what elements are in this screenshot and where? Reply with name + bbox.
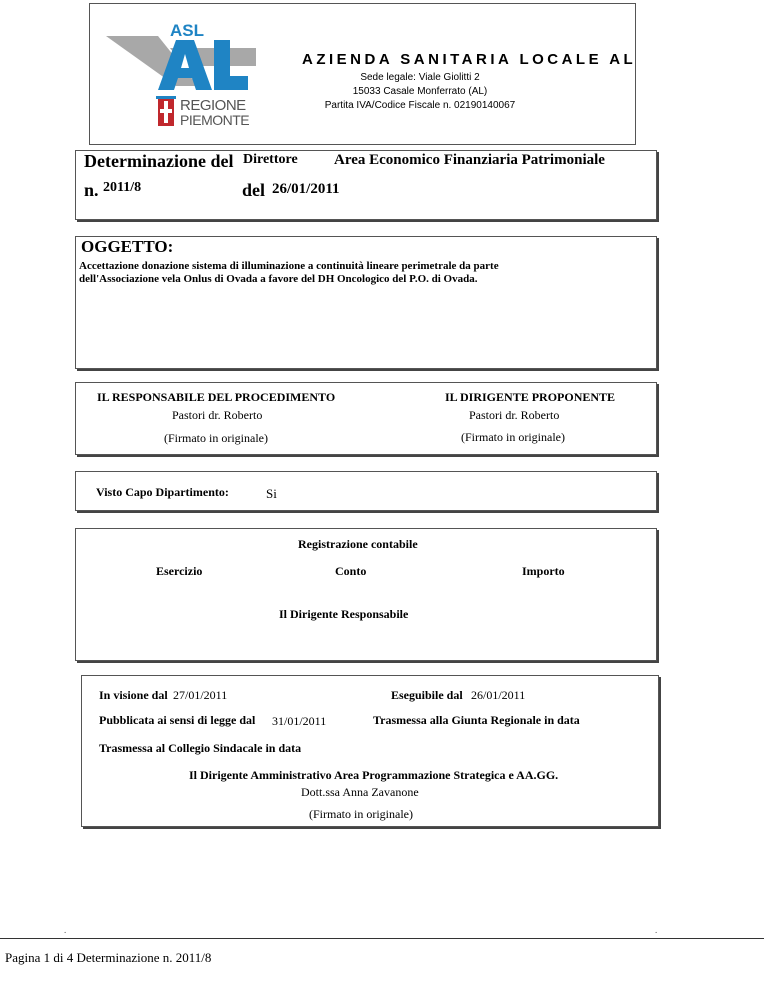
determination-date: 26/01/2011 bbox=[272, 181, 340, 197]
footer-rule bbox=[0, 938, 764, 939]
pubblicata-date: 31/01/2011 bbox=[272, 714, 327, 728]
responsabile-sign: (Firmato in originale) bbox=[164, 431, 268, 445]
determination-area: Area Economico Finanziaria Patrimoniale bbox=[334, 152, 605, 168]
org-name: AZIENDA SANITARIA LOCALE AL bbox=[302, 51, 637, 68]
responsabile-name: Pastori dr. Roberto bbox=[172, 408, 263, 422]
registrazione-box bbox=[75, 528, 657, 661]
responsabile-title: IL RESPONSABILE DEL PROCEDIMENTO bbox=[97, 390, 336, 404]
dirigente-proponente-name: Pastori dr. Roberto bbox=[469, 408, 560, 422]
dirigente-proponente-title: IL DIRIGENTE PROPONENTE bbox=[445, 390, 616, 404]
registrazione-title: Registrazione contabile bbox=[298, 537, 418, 551]
eseguibile-date: 26/01/2011 bbox=[471, 688, 526, 702]
logo-piemonte-text: PIEMONTE bbox=[180, 112, 250, 128]
in-visione-label: In visione dal bbox=[99, 688, 168, 702]
address-line-1: Sede legale: Viale Giolitti 2 bbox=[360, 72, 480, 83]
trasmessa-collegio: Trasmessa al Collegio Sindacale in data bbox=[99, 741, 302, 755]
oggetto-box bbox=[75, 236, 657, 369]
dirigente-responsabile: Il Dirigente Responsabile bbox=[279, 607, 409, 621]
dirigente-proponente-sign: (Firmato in originale) bbox=[461, 430, 565, 444]
col-importo: Importo bbox=[522, 564, 565, 578]
determination-number: 2011/8 bbox=[103, 180, 142, 195]
determination-box bbox=[75, 150, 657, 220]
dirigente-amm-name: Dott.ssa Anna Zavanone bbox=[301, 785, 419, 799]
number-label: n. bbox=[84, 180, 99, 200]
footer-mark-right: . bbox=[655, 925, 658, 935]
visione-box bbox=[81, 675, 659, 827]
oggetto-label: OGGETTO: bbox=[81, 237, 174, 256]
address-line-2: 15033 Casale Monferrato (AL) bbox=[352, 86, 488, 97]
in-visione-date: 27/01/2011 bbox=[173, 688, 228, 702]
eseguibile-label: Eseguibile dal bbox=[391, 688, 463, 702]
logo-regione-text: REGIONE bbox=[180, 97, 246, 114]
oggetto-text-line-2: dell'Associazione vela Onlus di Ovada a favore del DH Oncologico del P.O. di Ovada. bbox=[79, 273, 478, 285]
visto-value: Si bbox=[266, 486, 277, 501]
address-line-3: Partita IVA/Codice Fiscale n. 02190140067 bbox=[324, 100, 516, 111]
letterhead bbox=[89, 3, 636, 145]
date-label: del bbox=[242, 180, 266, 200]
col-conto: Conto bbox=[335, 564, 367, 578]
visto-box bbox=[75, 471, 657, 511]
dirigente-amm-sign: (Firmato in originale) bbox=[309, 807, 413, 821]
trasmessa-giunta: Trasmessa alla Giunta Regionale in data bbox=[373, 713, 580, 727]
footer-page-text: Pagina 1 di 4 Determinazione n. 2011/8 bbox=[5, 950, 212, 965]
pubblicata-label: Pubblicata ai sensi di legge dal bbox=[99, 713, 256, 727]
oggetto-text-line-1: Accettazione donazione sistema di illuminazione a continuità lineare perimetrale da parte bbox=[79, 260, 499, 272]
asl-al-logo bbox=[106, 18, 266, 130]
dirigente-amm-title: Il Dirigente Amministrativo Area Programmazione Strategica e AA.GG. bbox=[189, 768, 559, 782]
visto-label: Visto Capo Dipartimento: bbox=[96, 485, 229, 499]
col-esercizio: Esercizio bbox=[156, 564, 203, 578]
responsabili-box bbox=[75, 382, 657, 455]
logo-asl-text: ASL bbox=[170, 21, 204, 40]
determination-title: Determinazione del bbox=[84, 151, 234, 171]
footer-mark-left: . bbox=[64, 925, 67, 935]
determination-role: Direttore bbox=[243, 152, 298, 167]
